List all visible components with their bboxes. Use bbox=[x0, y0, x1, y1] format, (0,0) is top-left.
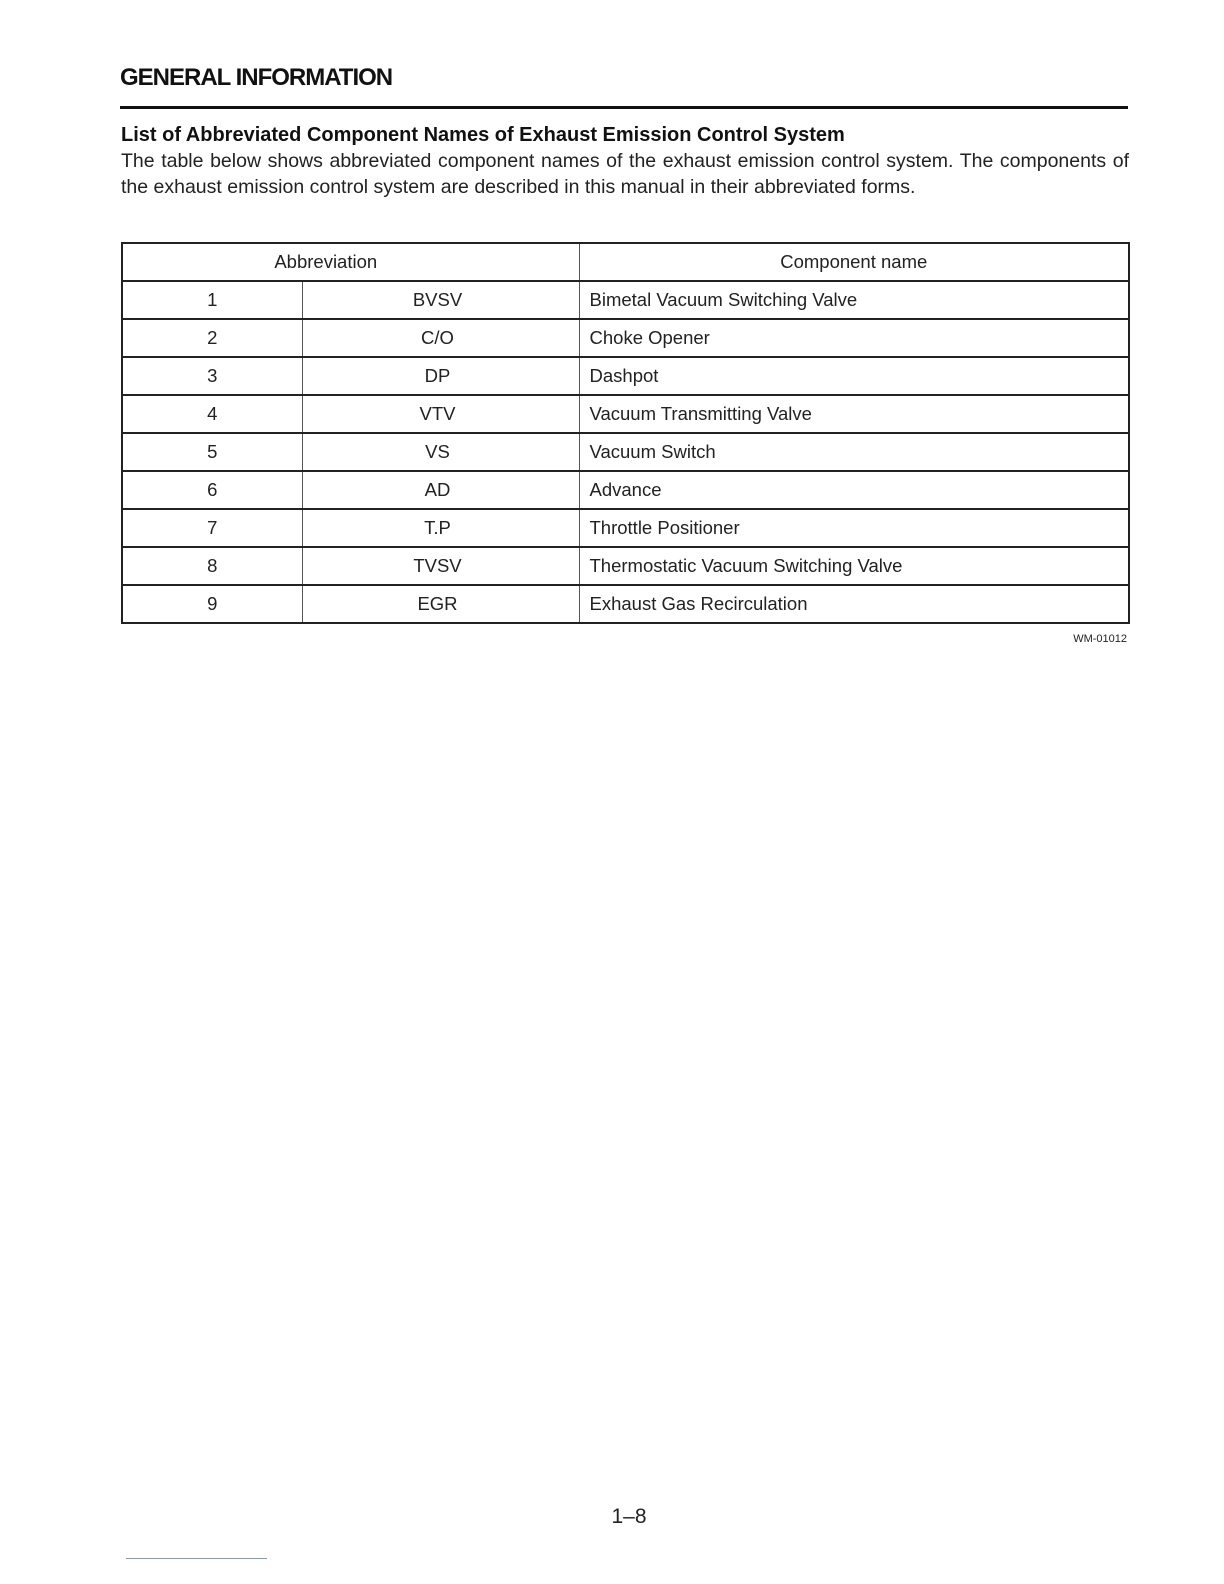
section-title: GENERAL INFORMATION bbox=[120, 64, 393, 91]
row-number: 8 bbox=[122, 547, 302, 585]
row-number: 3 bbox=[122, 357, 302, 395]
row-component-name: Choke Opener bbox=[579, 319, 1129, 357]
row-abbreviation: DP bbox=[302, 357, 579, 395]
table-row bbox=[122, 471, 1129, 509]
row-abbreviation: C/O bbox=[302, 319, 579, 357]
table-row bbox=[122, 585, 1129, 623]
table-row bbox=[122, 509, 1129, 547]
row-component-name: Bimetal Vacuum Switching Valve bbox=[579, 281, 1129, 319]
table-row bbox=[122, 319, 1129, 357]
row-component-name: Vacuum Switch bbox=[579, 433, 1129, 471]
table-row bbox=[122, 395, 1129, 433]
row-number: 2 bbox=[122, 319, 302, 357]
table-header-row bbox=[122, 243, 1129, 281]
row-abbreviation: BVSV bbox=[302, 281, 579, 319]
row-number: 7 bbox=[122, 509, 302, 547]
subsection-title: List of Abbreviated Component Names of Exhaust Emission Control System bbox=[121, 124, 845, 146]
row-abbreviation: T.P bbox=[302, 509, 579, 547]
figure-code: WM-01012 bbox=[1073, 633, 1127, 645]
header-component-name: Component name bbox=[579, 243, 1129, 281]
row-component-name: Advance bbox=[579, 471, 1129, 509]
row-number: 6 bbox=[122, 471, 302, 509]
abbreviation-table bbox=[121, 242, 1130, 624]
row-number: 9 bbox=[122, 585, 302, 623]
row-number: 5 bbox=[122, 433, 302, 471]
row-abbreviation: TVSV bbox=[302, 547, 579, 585]
row-number: 4 bbox=[122, 395, 302, 433]
table-row bbox=[122, 547, 1129, 585]
row-number: 1 bbox=[122, 281, 302, 319]
section-divider bbox=[120, 106, 1128, 109]
row-abbreviation: VTV bbox=[302, 395, 579, 433]
table-row bbox=[122, 433, 1129, 471]
footer-line bbox=[126, 1558, 267, 1559]
row-abbreviation: EGR bbox=[302, 585, 579, 623]
row-abbreviation: AD bbox=[302, 471, 579, 509]
intro-paragraph: The table below shows abbreviated component names of the exhaust emission control system. The components of the exhaust emission control system are described in this manual in their abbreviated forms. bbox=[121, 150, 1129, 198]
row-component-name: Vacuum Transmitting Valve bbox=[579, 395, 1129, 433]
row-component-name: Dashpot bbox=[579, 357, 1129, 395]
table-row bbox=[122, 357, 1129, 395]
row-component-name: Exhaust Gas Recirculation bbox=[579, 585, 1129, 623]
row-component-name: Throttle Positioner bbox=[579, 509, 1129, 547]
table-row bbox=[122, 281, 1129, 319]
row-abbreviation: VS bbox=[302, 433, 579, 471]
page-number: 1–8 bbox=[611, 1505, 647, 1528]
header-abbreviation: Abbreviation bbox=[122, 243, 579, 281]
row-component-name: Thermostatic Vacuum Switching Valve bbox=[579, 547, 1129, 585]
